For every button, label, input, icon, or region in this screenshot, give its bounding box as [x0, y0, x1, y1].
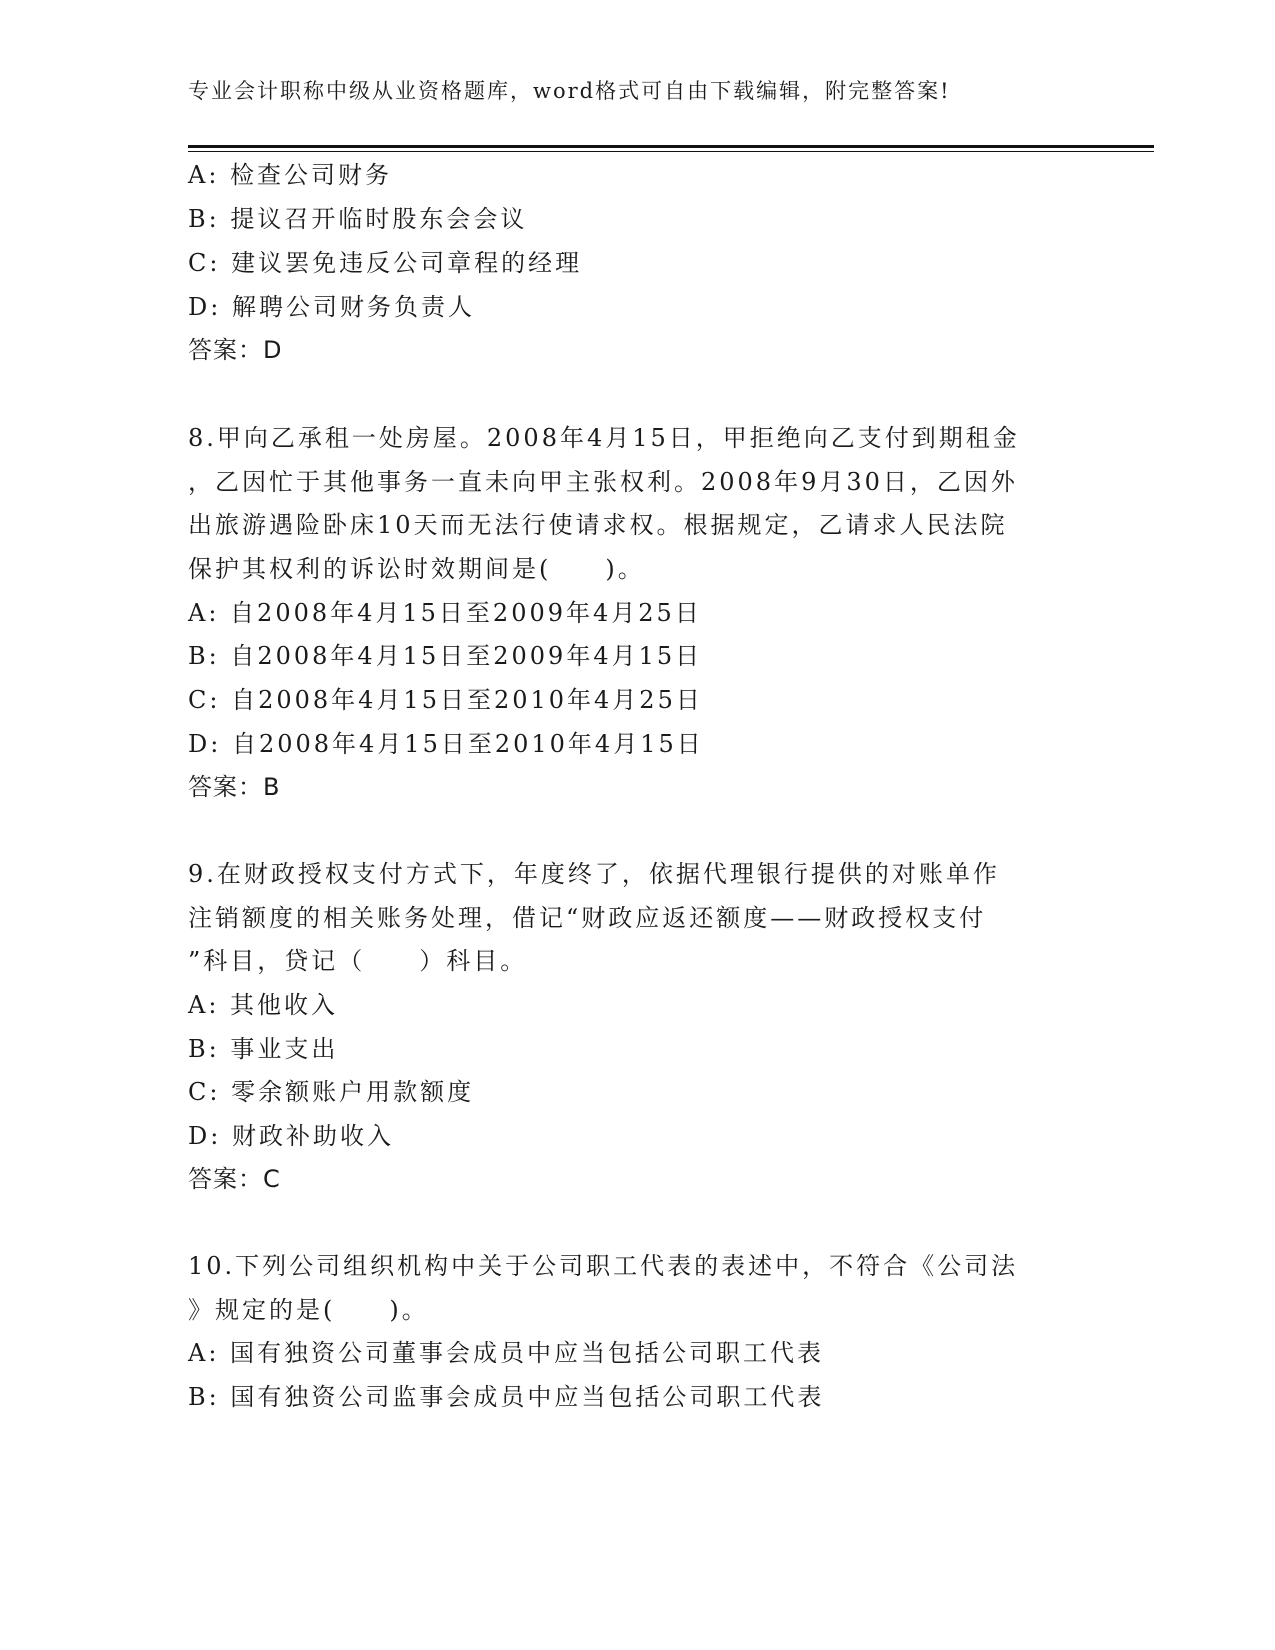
q8-stem-line-2: ，乙因忙于其他事务一直未向甲主张权利。2008年9月30日，乙因外	[188, 468, 1018, 496]
q9-stem-line-1: 9.在财政授权支付方式下，年度终了，依据代理银行提供的对账单作	[188, 860, 1000, 888]
q10-option-b: B: 国有独资公司监事会成员中应当包括公司职工代表	[188, 1383, 825, 1411]
q9-option-d: D: 财政补助收入	[188, 1122, 394, 1150]
page-header: 专业会计职称中级从业资格题库，word格式可自由下载编辑，附完整答案!	[188, 79, 951, 103]
q8-option-a: A: 自2008年4月15日至2009年4月25日	[188, 599, 702, 627]
q8-option-c: C: 自2008年4月15日至2010年4月25日	[188, 686, 703, 714]
q8-stem-line-4: 保护其权利的诉讼时效期间是( )。	[188, 555, 645, 583]
q7-option-c: C: 建议罢免违反公司章程的经理	[188, 249, 583, 277]
q8-answer: 答案：B	[188, 773, 281, 801]
q10-stem-line-1: 10.下列公司组织机构中关于公司职工代表的表述中，不符合《公司法	[188, 1252, 1019, 1280]
q8-stem-line-1: 8.甲向乙承租一处房屋。2008年4月15日，甲拒绝向乙支付到期租金	[188, 424, 1020, 452]
q9-option-a: A: 其他收入	[188, 991, 339, 1019]
q7-option-a: A: 检查公司财务	[188, 161, 393, 189]
q8-stem-line-3: 出旅游遇险卧床10天而无法行使请求权。根据规定，乙请求人民法院	[188, 511, 1008, 539]
q9-answer: 答案：C	[188, 1165, 281, 1193]
q7-option-b: B: 提议召开临时股东会会议	[188, 205, 528, 233]
q8-option-b: B: 自2008年4月15日至2009年4月15日	[188, 642, 703, 670]
q8-option-d: D: 自2008年4月15日至2010年4月15日	[188, 730, 704, 758]
q7-option-d: D: 解聘公司财务负责人	[188, 293, 475, 321]
q7-answer: 答案：D	[188, 336, 283, 364]
header-rule-thin	[188, 151, 1154, 152]
q9-option-c: C: 零余额账户用款额度	[188, 1078, 475, 1106]
q10-option-a: A: 国有独资公司董事会成员中应当包括公司职工代表	[188, 1339, 825, 1367]
q9-stem-line-2: 注销额度的相关账务处理，借记“财政应返还额度——财政授权支付	[188, 904, 987, 932]
q9-option-b: B: 事业支出	[188, 1035, 339, 1063]
q9-stem-line-3: ”科目，贷记（ ）科目。	[188, 947, 528, 975]
q10-stem-line-2: 》规定的是( )。	[188, 1296, 429, 1324]
header-rule	[188, 145, 1154, 148]
